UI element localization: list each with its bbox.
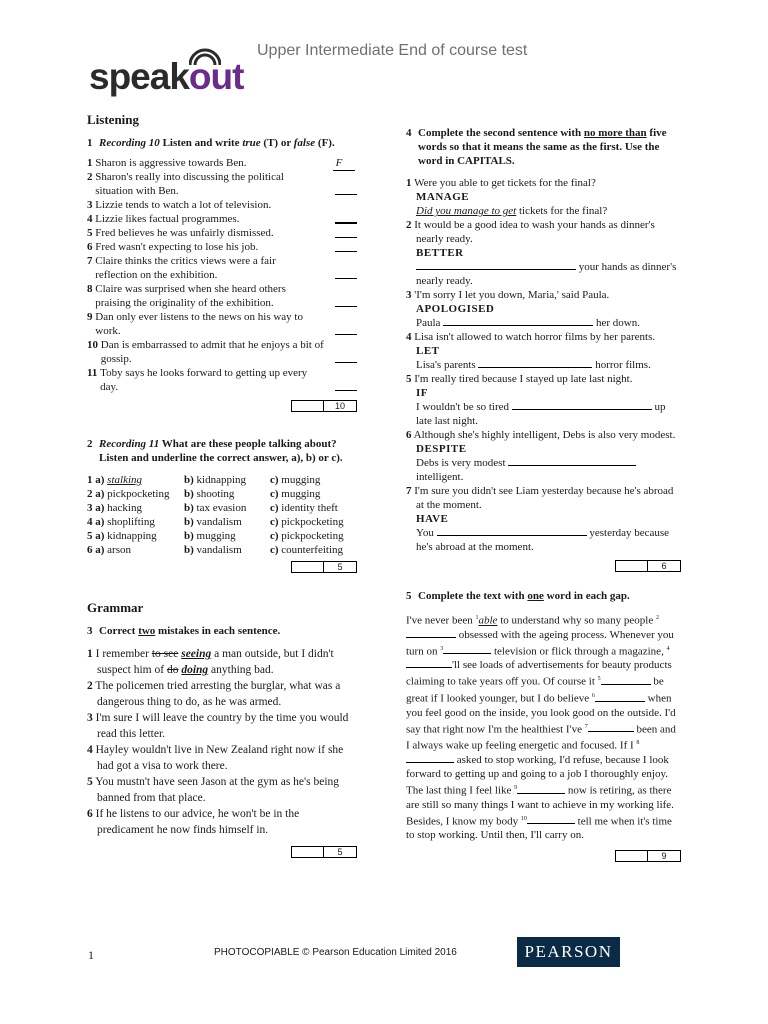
q4-item: 3 'I'm sorry I let you down, Maria,' said Paula.: [406, 289, 610, 301]
logo-wordmark: speakout: [89, 56, 244, 97]
score-input[interactable]: [616, 851, 648, 861]
answer-blank[interactable]: [335, 278, 357, 279]
option-b[interactable]: b) mugging: [184, 530, 236, 542]
q4-item: 7 I'm sure you didn't see Liam yesterday because he's abroad at the moment.: [406, 485, 674, 511]
q2-score-box: 5: [87, 561, 357, 574]
option-b[interactable]: b) kidnapping: [184, 474, 247, 486]
answer-blank[interactable]: [335, 334, 357, 335]
copyright-notice: PHOTOCOPIABLE © Pearson Education Limited 2016: [214, 947, 457, 958]
gap-input[interactable]: [406, 658, 452, 668]
listening-heading: Listening: [87, 112, 140, 127]
q2-option-row: [87, 543, 357, 557]
option-c[interactable]: c) mugging: [270, 474, 321, 486]
q5-instruction: 5 Complete the text with one word in each gap.: [406, 590, 630, 602]
option-a[interactable]: 4 a) shoplifting: [87, 516, 155, 528]
q3-item-1: 1 I remember to see seeing a man outside, but I didn't suspect him of do doing anything bad.: [87, 648, 334, 676]
score-input[interactable]: [292, 562, 324, 572]
q2-option-row: [87, 501, 357, 515]
q1-item: 10 Dan is embarrassed to admit that he enjoys a bit of gossip.: [87, 338, 357, 366]
speakout-logo: [89, 52, 259, 98]
answer-blank[interactable]: [335, 362, 357, 363]
q1-item: 3 Lizzie tends to watch a lot of television.: [87, 198, 357, 212]
q4-keyword: IF: [416, 387, 428, 399]
q4-item: 6 Although she's highly intelligent, Debs is also very modest.: [406, 429, 676, 441]
option-c[interactable]: c) counterfeiting: [270, 544, 343, 556]
q4-answer-line: Lisa's parents horror films.: [416, 359, 651, 371]
q5-score-box: 9: [406, 850, 681, 863]
q1-item: 9 Dan only ever listens to the news on his way to work.: [87, 310, 357, 338]
q4-keyword: DESPITE: [416, 443, 467, 455]
answer-blank[interactable]: [335, 251, 357, 252]
option-c[interactable]: c) pickpocketing: [270, 530, 344, 542]
q4-answer-line: Paula her down.: [416, 317, 640, 329]
q2-instruction: 2 Recording 11 What are these people talking about? Listen and underline the correct answer, a), b) or c).: [87, 438, 343, 464]
answer-blank[interactable]: [437, 526, 587, 536]
option-b[interactable]: b) shooting: [184, 488, 235, 500]
q4-item: 5 I'm really tired because I stayed up late last night.: [406, 373, 633, 385]
q1-item: 6 Fred wasn't expecting to lose his job.: [87, 240, 357, 254]
q2-option-row: [87, 487, 357, 501]
gap-input[interactable]: [517, 784, 565, 794]
q4-answer-line: Did you manage to get tickets for the final?: [416, 205, 608, 217]
q1-item: 5 Fred believes he was unfairly dismissed.: [87, 226, 357, 240]
gap-input[interactable]: [601, 675, 651, 685]
option-a[interactable]: 6 a) arson: [87, 544, 131, 556]
q5-gapfill-text: I've never been $^1$able to understand why so many people $^2$ obsessed with the ageing process. Whenever you turn on $^3$ television or flick through a magazine, $^4$'ll see loads of advertisements for beauty products claiming to take years off you. Of course it $^5$ be great if I looked younger, but I do believe $^6$ when you feel good on the inside, you look good on the outside. I'd say that right now I'm the healthiest I've $^7$ been and I always wake up feeling energetic and focused. If I $^8$ asked to stop working, I'd refuse, because I look forward to getting up and going to a job I thoroughly enjoy. The last thing I feel like $^9$ now is retiring, as there are still so many things I want to achieve in my working life. Besides, I know my body $^{10}$ tell me when it's time to stop working. Until then, I'll carry on.: [406, 614, 676, 842]
q4-score-box: 6: [406, 560, 681, 573]
gap-input[interactable]: [527, 814, 575, 824]
q1-item: 8 Claire was surprised when she heard others praising the originality of the exhibition.: [87, 282, 357, 310]
q4-item: 2 It would be a good idea to wash your hands as dinner's nearly ready.: [406, 219, 655, 245]
answer-blank[interactable]: [335, 223, 357, 224]
page-number: 1: [88, 948, 94, 962]
q4-answer-line: your hands as dinner's nearly ready.: [416, 261, 677, 287]
q3-items: [87, 678, 357, 838]
q4-answer-line: Debs is very modest intelligent.: [406, 456, 681, 484]
q3-item: 2 The policemen tried arresting the burglar, what was a dangerous thing to do, as he was armed.: [87, 680, 341, 708]
q1-item: 4 Lizzie likes factual programmes.: [87, 212, 357, 226]
q2-option-row: [87, 473, 357, 487]
q4-keyword: LET: [416, 345, 440, 357]
q3-instruction: 3 Correct two mistakes in each sentence.: [87, 625, 281, 637]
q2-option-row: [87, 529, 357, 543]
answer-blank[interactable]: [335, 194, 357, 195]
answer-blank[interactable]: [508, 456, 636, 466]
q5-example-answer: able: [478, 614, 498, 627]
q3-item: 5 You mustn't have seen Jason at the gym as he's being banned from that place.: [87, 776, 340, 804]
pearson-logo: PEARSON: [517, 937, 620, 967]
q4-item: 1 Were you able to get tickets for the final?: [406, 177, 596, 189]
q4-item: 4 Lisa isn't allowed to watch horror films by her parents.: [406, 331, 656, 343]
q1-items: [87, 156, 357, 394]
gap-input[interactable]: [595, 692, 645, 702]
answer-blank[interactable]: [512, 400, 652, 410]
q4-keyword: HAVE: [416, 513, 449, 525]
right-column: [406, 126, 681, 863]
q1-item: 11 Toby says he looks forward to getting up every day.: [87, 366, 357, 394]
q1-item: 7 Claire thinks the critics views were a fair reflection on the exhibition.: [87, 254, 357, 282]
option-a[interactable]: 3 a) hacking: [87, 502, 142, 514]
q4-items: [406, 176, 681, 554]
q4-keyword: APOLOGISED: [416, 303, 495, 315]
gap-input[interactable]: [443, 644, 491, 654]
answer-blank[interactable]: [443, 316, 593, 326]
example-answer: F: [333, 156, 355, 171]
answer-blank[interactable]: [478, 358, 592, 368]
option-a[interactable]: 2 a) pickpocketing: [87, 488, 170, 500]
gap-input[interactable]: [406, 753, 454, 763]
option-a[interactable]: 1 a) stalking: [87, 474, 143, 486]
option-b[interactable]: b) tax evasion: [184, 502, 247, 514]
option-a[interactable]: 5 a) kidnapping: [87, 530, 157, 542]
q3-score-box: 5: [87, 846, 357, 859]
score-input[interactable]: [292, 401, 324, 411]
score-input[interactable]: [292, 847, 324, 857]
q4-example-answer: Did you manage to get: [416, 205, 517, 217]
score-input[interactable]: [616, 561, 648, 571]
gap-input[interactable]: [588, 722, 634, 732]
q1-score-box: 10: [87, 400, 357, 413]
q1-item: 1 Sharon is aggressive towards Ben. F: [87, 156, 357, 170]
q3-item: 6 If he listens to our advice, he won't be in the predicament he now finds himself in.: [87, 808, 300, 836]
option-c[interactable]: c) identity theft: [270, 502, 338, 514]
option-c[interactable]: c) mugging: [270, 488, 321, 500]
q1-item: 2 Sharon's really into discussing the political situation with Ben.: [87, 170, 357, 198]
grammar-heading: Grammar: [87, 600, 144, 615]
q2-option-row: [87, 515, 357, 529]
answer-blank[interactable]: [335, 237, 357, 238]
q3-item: 3 I'm sure I will leave the country by the time you would read this letter.: [87, 712, 349, 740]
option-b[interactable]: b) vandalism: [184, 516, 242, 528]
q4-answer-line: I wouldn't be so tired up late last night.: [416, 401, 666, 427]
q3-item: 4 Hayley wouldn't live in New Zealand right now if she had got a visa to work there.: [87, 744, 344, 772]
q2-options: [87, 473, 357, 557]
option-c[interactable]: c) pickpocketing: [270, 516, 344, 528]
page-header-title: Upper Intermediate End of course test: [257, 42, 528, 59]
q1-instruction: 1 Recording 10 Listen and write true (T) or false (F).: [87, 137, 335, 149]
q4-instruction: 4 Complete the second sentence with no more than five words so that it means the same as the first. Use the word in CAPITALS.: [406, 127, 667, 167]
left-column: [87, 112, 357, 859]
q4-answer-line: You yesterday because he's abroad at the moment.: [416, 527, 670, 553]
answer-blank[interactable]: [335, 390, 357, 391]
q4-keyword: BETTER: [416, 247, 464, 259]
answer-blank[interactable]: [416, 260, 576, 270]
gap-input[interactable]: [406, 628, 456, 638]
q4-keyword: MANAGE: [416, 191, 470, 203]
answer-blank[interactable]: [335, 306, 357, 307]
option-b[interactable]: b) vandalism: [184, 544, 242, 556]
